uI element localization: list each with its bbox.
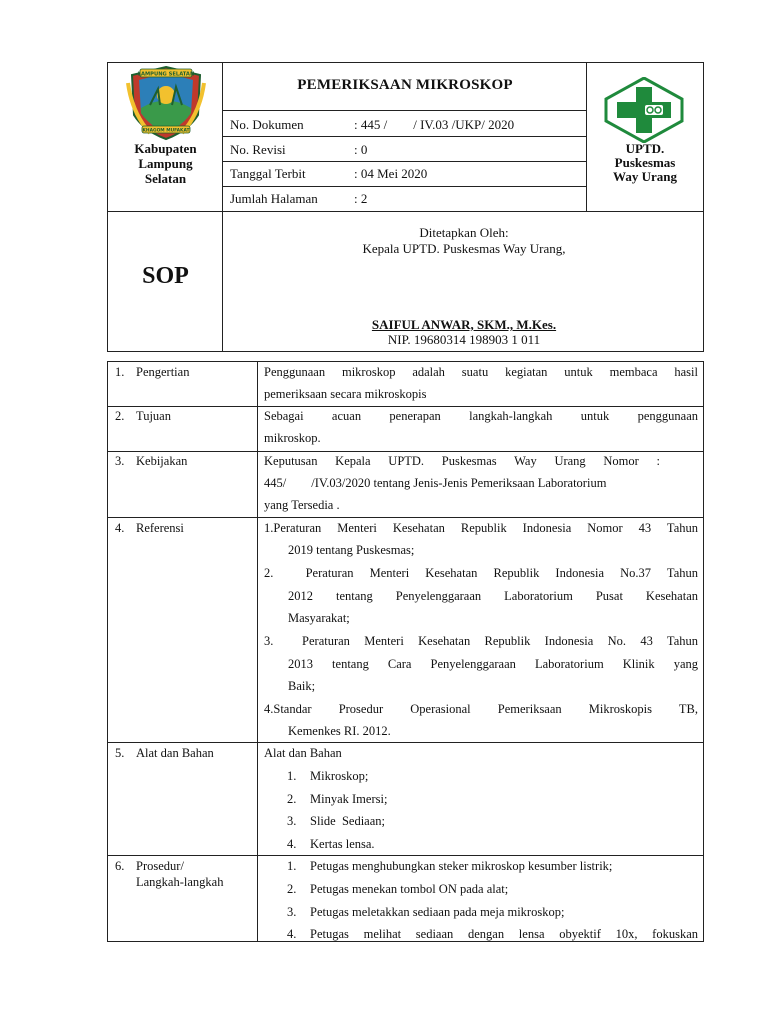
header-divider xyxy=(222,110,586,111)
kebijakan-text: 445/ /IV.03/2020 tentang Jenis-Jenis Pemeriksaan Laboratorium xyxy=(264,476,607,490)
row-divider xyxy=(108,855,703,856)
referensi-text: 2013 tentang Cara Penyelenggaraan Laboratorium Klinik yang xyxy=(288,657,698,671)
pengertian-text: Penggunaan mikroskop adalah suatu kegiatan untuk membaca hasil xyxy=(264,365,698,379)
row-title: Langkah-langkah xyxy=(136,875,224,889)
row-number: 6. xyxy=(115,859,125,873)
info-label: Tanggal Terbit xyxy=(230,166,306,181)
list-item-number: 3. xyxy=(287,814,297,828)
info-label: Jumlah Halaman xyxy=(230,191,318,206)
row-title: Tujuan xyxy=(136,409,171,423)
info-value: : 04 Mei 2020 xyxy=(354,166,428,181)
kabupaten-caption: Lampung xyxy=(138,156,193,171)
info-value: : 2 xyxy=(354,191,368,206)
list-item: Minyak Imersi; xyxy=(310,792,388,806)
row-divider xyxy=(108,406,703,407)
puskesmas-caption: UPTD. xyxy=(625,141,665,156)
info-label: No. Revisi xyxy=(230,142,286,157)
list-item-number: 4. xyxy=(287,837,297,851)
list-item-number: 2. xyxy=(287,792,297,806)
row-title: Referensi xyxy=(136,521,184,535)
row-title: Kebijakan xyxy=(136,454,188,468)
header-divider xyxy=(222,136,586,137)
referensi-text: Baik; xyxy=(288,679,316,693)
info-value: : 0 xyxy=(354,142,368,157)
kebijakan-text: Keputusan Kepala UPTD. Puskesmas Way Urang Nomor : xyxy=(264,454,660,468)
info-label: No. Dokumen xyxy=(230,117,304,132)
list-item-number: 2. xyxy=(287,882,297,896)
header-divider xyxy=(222,161,586,162)
referensi-text: 2. Peraturan Menteri Kesehatan Republik Indonesia No.37 Tahun xyxy=(264,566,698,580)
referensi-text: 2019 tentang Puskesmas; xyxy=(288,543,415,557)
referensi-text: Masyarakat; xyxy=(288,611,350,625)
row-number: 5. xyxy=(115,746,125,760)
header-divider xyxy=(108,211,703,212)
referensi-text: 4.Standar Prosedur Operasional Pemeriksaan Mikroskopis TB, xyxy=(264,702,698,716)
svg-text:LAMPUNG SELATAN: LAMPUNG SELATAN xyxy=(137,71,195,78)
puskesmas-logo-icon xyxy=(603,77,685,143)
approval-heading: Ditetapkan Oleh: xyxy=(419,225,509,240)
signer-nip: NIP. 19680314 198903 1 011 xyxy=(387,332,541,347)
kabupaten-caption: Kabupaten xyxy=(134,141,197,156)
row-title: Alat dan Bahan xyxy=(136,746,214,760)
row-number: 1. xyxy=(115,365,125,379)
list-item: Slide Sediaan; xyxy=(310,814,385,828)
row-divider xyxy=(108,517,703,518)
row-divider xyxy=(108,451,703,452)
puskesmas-caption: Puskesmas xyxy=(614,155,676,170)
tujuan-text: Sebagai acuan penerapan langkah-langkah untuk penggunaan xyxy=(264,409,698,423)
approval-position: Kepala UPTD. Puskesmas Way Urang, xyxy=(362,241,566,256)
row-title: Pengertian xyxy=(136,365,190,379)
sop-header xyxy=(107,62,704,352)
tujuan-text: mikroskop. xyxy=(264,431,321,445)
svg-text:KHAGOM MUFAKAT: KHAGOM MUFAKAT xyxy=(142,128,190,134)
row-number: 4. xyxy=(115,521,125,535)
row-number: 2. xyxy=(115,409,125,423)
list-item: Petugas menghubungkan steker mikroskop kesumber listrik; xyxy=(310,859,613,873)
lampung-selatan-emblem-icon xyxy=(126,63,206,141)
sop-label: SOP xyxy=(142,263,189,289)
referensi-text: 1.Peraturan Menteri Kesehatan Republik Indonesia Nomor 43 Tahun xyxy=(264,521,698,535)
pengertian-text: pemeriksaan secara mikroskopis xyxy=(264,387,427,401)
signer-name: SAIFUL ANWAR, SKM., M.Kes. xyxy=(371,317,557,332)
list-item: Kertas lensa. xyxy=(310,837,375,851)
header-divider xyxy=(586,63,587,211)
row-title: Prosedur/ xyxy=(136,859,184,873)
list-item-number: 3. xyxy=(287,905,297,919)
row-divider xyxy=(108,742,703,743)
referensi-text: Kemenkes RI. 2012. xyxy=(288,724,391,738)
sop-content-table xyxy=(107,361,704,942)
list-item-number: 1. xyxy=(287,859,297,873)
row-number: 3. xyxy=(115,454,125,468)
puskesmas-caption: Way Urang xyxy=(613,169,677,184)
info-value: : 445 / / IV.03 /UKP/ 2020 xyxy=(354,117,515,132)
alat-heading: Alat dan Bahan xyxy=(264,746,342,760)
kabupaten-caption: Selatan xyxy=(144,171,187,186)
list-item: Petugas meletakkan sediaan pada meja mikroskop; xyxy=(310,905,565,919)
header-divider xyxy=(222,63,223,351)
list-item-number: 1. xyxy=(287,769,297,783)
list-item: Petugas melihat sediaan dengan lensa obyektif 10x, fokuskan xyxy=(310,927,698,941)
document-title: PEMERIKSAAN MIKROSKOP xyxy=(297,77,513,93)
header-divider xyxy=(222,186,586,187)
list-item: Petugas menekan tombol ON pada alat; xyxy=(310,882,509,896)
kebijakan-text: yang Tersedia . xyxy=(264,498,340,512)
referensi-text: 2012 tentang Penyelenggaraan Laboratorium Pusat Kesehatan xyxy=(288,589,698,603)
referensi-text: 3. Peraturan Menteri Kesehatan Republik Indonesia No. 43 Tahun xyxy=(264,634,698,648)
list-item-number: 4. xyxy=(287,927,297,941)
list-item: Mikroskop; xyxy=(310,769,369,783)
